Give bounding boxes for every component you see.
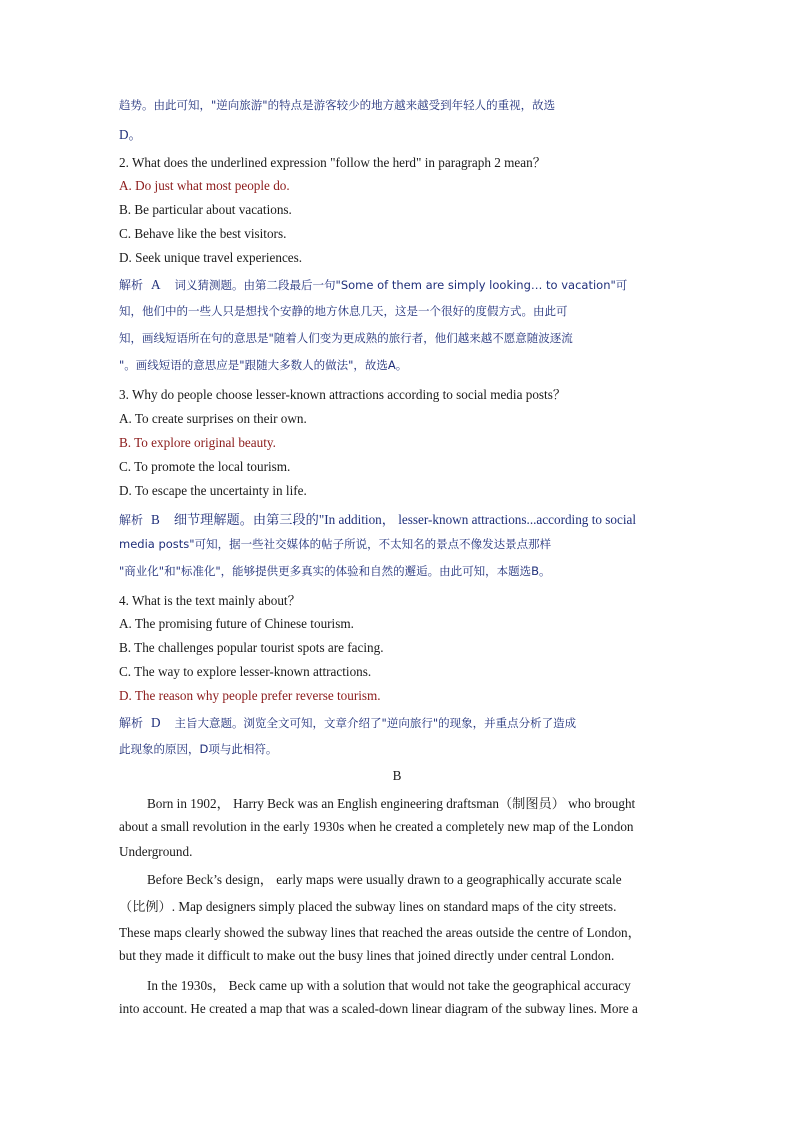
q3-explanation: [119, 509, 636, 528]
q2-option-d: D. Seek unique travel experiences.: [119, 250, 303, 265]
passage-line: Born in 1902， Harry Beck was an English engineering draftsman（制图员） who brought: [147, 796, 636, 811]
explanation-text: media posts"可知，据一些社交媒体的帖子所说，不太知名的景点不像发达景点那样: [119, 537, 552, 551]
explanation-text: 知，他们中的一些人只是想找个安静的地方休息几天，这是一个很好的度假方式。由此可: [119, 304, 568, 318]
q2-explanation: [119, 276, 627, 293]
answer-letter: D: [151, 715, 161, 730]
q4-explanation: [119, 714, 576, 731]
question-3: 3. Why do people choose lesser-known attractions according to social media posts？: [119, 387, 567, 402]
passage-line: into account. He created a map that was a scaled-down linear diagram of the subway lines. More a: [119, 1001, 638, 1016]
passage-line: but they made it difficult to make out the busy lines that joined directly under central London.: [119, 948, 615, 963]
q3-option-b-answer: B. To explore original beauty.: [119, 435, 276, 450]
answer-letter: B: [151, 512, 160, 527]
explanation-label: 解析: [119, 278, 144, 292]
explanation-text: D。: [119, 127, 142, 142]
passage-line: In the 1930s， Beck came up with a solution that would not take the geographical accuracy: [147, 978, 631, 993]
q2-option-a-answer: A. Do just what most people do.: [119, 178, 290, 193]
explanation-text: 趋势。由此可知，"逆向旅游"的特点是游客较少的地方越来越受到年轻人的重视，故选: [119, 98, 556, 112]
q3-option-c: C. To promote the local tourism.: [119, 459, 291, 474]
passage-line: Before Beck’s design， early maps were usually drawn to a geographically accurate scale: [147, 872, 622, 887]
answer-letter: A: [151, 277, 161, 292]
q4-option-c: C. The way to explore lesser-known attractions.: [119, 664, 372, 679]
passage-line: about a small revolution in the early 1930s when he created a completely new map of the London: [119, 819, 634, 834]
q3-option-d: D. To escape the uncertainty in life.: [119, 483, 307, 498]
explanation-text: 此现象的原因，D项与此相符。: [119, 742, 278, 756]
q4-option-a: A. The promising future of Chinese tourism.: [119, 616, 354, 631]
explanation-text: 词义猜测题。由第二段最后一句"Some of them are simply looking… to vacation"可: [174, 278, 628, 292]
explanation-text: 细节理解题。由第三段的"In addition， lesser-known attractions...according to social: [173, 512, 637, 527]
q3-option-a: A. To create surprises on their own.: [119, 411, 307, 426]
explanation-label: 解析: [119, 513, 144, 527]
section-heading: B: [392, 768, 402, 783]
explanation-text: 主旨大意题。浏览全文可知，文章介绍了"逆向旅行"的现象，并重点分析了造成: [174, 716, 577, 730]
q2-option-b: B. Be particular about vacations.: [119, 202, 292, 217]
explanation-text: "商业化"和"标准化"，能够提供更多真实的体验和自然的邂逅。由此可知，本题选B。: [119, 564, 551, 578]
explanation-label: 解析: [119, 716, 144, 730]
explanation-text: 知，画线短语所在句的意思是"随着人们变为更成熟的旅行者，他们越来越不愿意随波逐流: [119, 331, 573, 345]
question-4: 4. What is the text mainly about？: [119, 593, 301, 608]
passage-line: These maps clearly showed the subway lines that reached the areas outside the centre of London，: [119, 925, 641, 940]
explanation-text: "。画线短语的意思应是"跟随大多数人的做法"，故选A。: [119, 358, 408, 372]
question-2: 2. What does the underlined expression "follow the herd" in paragraph 2 mean？: [119, 155, 546, 170]
passage-line: （比例）. Map designers simply placed the subway lines on standard maps of the city streets.: [119, 899, 617, 914]
q4-option-b: B. The challenges popular tourist spots are facing.: [119, 640, 384, 655]
q2-option-c: C. Behave like the best visitors.: [119, 226, 287, 241]
passage-line: Underground.: [119, 844, 193, 859]
q4-option-d-answer: D. The reason why people prefer reverse tourism.: [119, 688, 381, 703]
